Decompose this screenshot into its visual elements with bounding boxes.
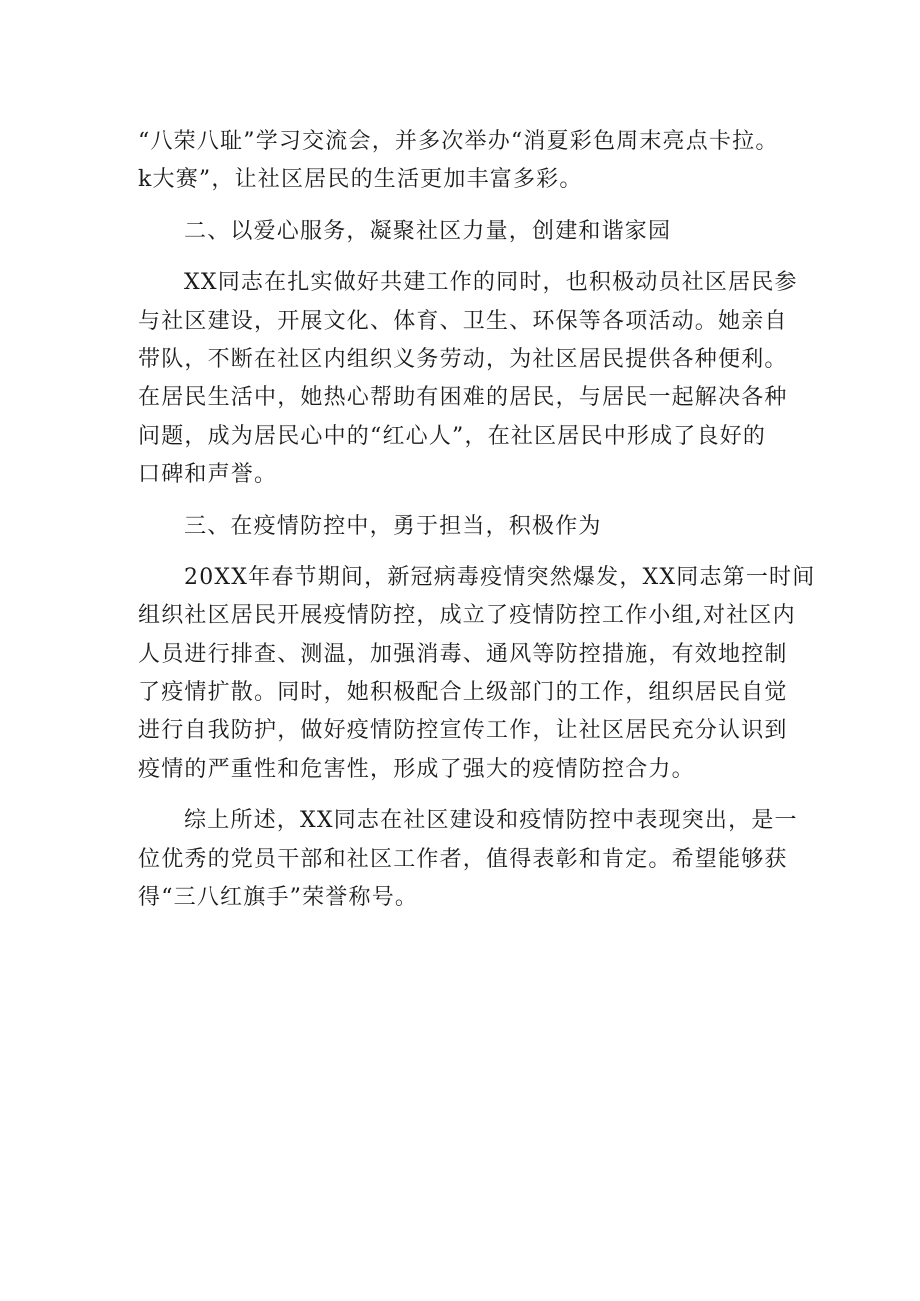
text-line: 与社区建设，开展文化、体育、卫生、环保等各项活动。她亲自 — [138, 308, 788, 334]
text-line: 问题，成为居民心中的“红心人”，在社区居民中形成了良好的 — [138, 423, 767, 449]
text-line: 20XX年春节期间，新冠病毒疫情突然爆发，XX同志第一时间 — [184, 564, 816, 590]
text-line: 疫情的严重性和危害性，形成了强大的疫情防控合力。 — [138, 756, 695, 782]
paragraph-epidemic-control — [138, 559, 816, 789]
text-line: k大赛”，让社区居民的生活更加丰富多彩。 — [138, 167, 583, 193]
paragraph-conclusion — [138, 802, 802, 917]
heading-text: 二、以爱心服务，凝聚社区力量，创建和谐家园 — [184, 218, 672, 244]
text-line: 综上所述，XX同志在社区建设和疫情防控中表现突出，是一 — [184, 808, 798, 834]
text-line: 了疫情扩散。同时，她积极配合上级部门的工作，组织居民自觉 — [138, 680, 788, 706]
text-line: XX同志在扎实做好共建工作的同时，也积极动员社区居民参 — [184, 270, 798, 296]
text-line: 位优秀的党员干部和社区工作者，值得表彰和肯定。希望能够获 — [138, 846, 788, 872]
text-line: 进行自我防护，做好疫情防控宣传工作，让社区居民充分认识到 — [138, 718, 788, 744]
section-heading-3 — [138, 508, 802, 546]
text-line: 组织社区居民开展疫情防控，成立了疫情防控工作小组,对社区内 — [138, 603, 796, 629]
document-body — [138, 123, 816, 917]
text-line: 得“三八红旗手”荣誉称号。 — [138, 885, 419, 911]
text-line: 人员进行排查、测温，加强消毒、通风等防控措施，有效地控制 — [138, 641, 788, 667]
text-line: 口碑和声誉。 — [138, 462, 278, 488]
text-line: “八荣八耻”学习交流会，并多次举办“消夏彩色周末亮点卡拉。 — [138, 129, 779, 154]
paragraph-continuation — [138, 123, 802, 200]
section-heading-2 — [138, 213, 802, 251]
text-line: 带队，不断在社区内组织义务劳动，为社区居民提供各种便利。 — [138, 346, 788, 372]
heading-text: 三、在疫情防控中，勇于担当，积极作为 — [184, 513, 602, 539]
paragraph-community-service — [138, 264, 802, 494]
text-line: 在居民生活中，她热心帮助有困难的居民，与居民一起解决各种 — [138, 385, 788, 411]
